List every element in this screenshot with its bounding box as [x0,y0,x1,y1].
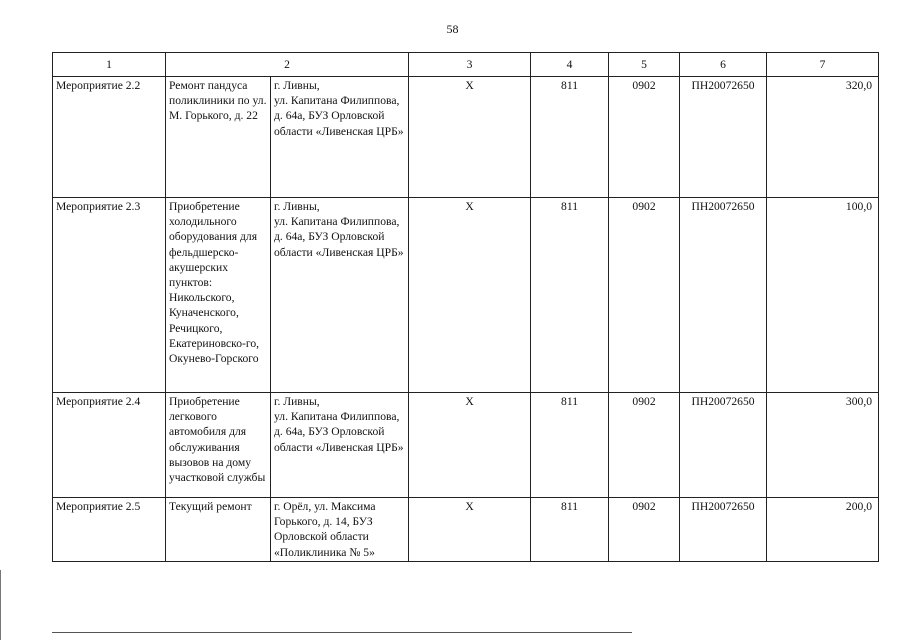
left-edge-divider [0,570,1,640]
col4-cell: 811 [531,77,609,198]
table-row [53,393,879,498]
header-col-6: 6 [680,53,767,77]
header-col-4: 4 [531,53,609,77]
header-col-2: 2 [166,53,409,77]
col4-cell: 811 [531,498,609,562]
col5-cell: 0902 [609,393,680,498]
address-cell: г. Ливны, ул. Капитана Филиппова, д. 64а, БУЗ Орловской области «Ливенская ЦРБ» [271,393,409,498]
table-row [53,77,879,198]
budget-table [52,52,879,562]
table-row [53,498,879,562]
description-cell: Ремонт пандуса поликлиники по ул. М. Горького, д. 22 [166,77,271,198]
address-cell: г. Ливны, ул. Капитана Филиппова, д. 64а, БУЗ Орловской области «Ливенская ЦРБ» [271,77,409,198]
col6-cell: ПН20072650 [680,393,767,498]
col3-cell: X [409,393,531,498]
col5-cell: 0902 [609,498,680,562]
header-col-1: 1 [53,53,166,77]
col6-cell: ПН20072650 [680,198,767,393]
description-cell: Текущий ремонт [166,498,271,562]
description-cell: Приобретение легкового автомобиля для обслуживания вызовов на дому участковой службы [166,393,271,498]
address-cell: г. Ливны, ул. Капитана Филиппова, д. 64а, БУЗ Орловской области «Ливенская ЦРБ» [271,198,409,393]
col7-cell: 300,0 [767,393,879,498]
page-number: 58 [446,22,459,36]
col3-cell: X [409,198,531,393]
header-col-5: 5 [609,53,680,77]
description-cell: Приобретение холодильного оборудования для фельдшерско-акушерских пунктов: Никольского, Куначенского, Речицкого, Екатериновско-го, Окунево-Горского [166,198,271,393]
col5-cell: 0902 [609,77,680,198]
bottom-divider [52,632,632,633]
measure-cell: Мероприятие 2.2 [53,77,166,198]
measure-cell: Мероприятие 2.3 [53,198,166,393]
col7-cell: 100,0 [767,198,879,393]
col3-cell: X [409,77,531,198]
col6-cell: ПН20072650 [680,498,767,562]
measure-cell: Мероприятие 2.4 [53,393,166,498]
col7-cell: 200,0 [767,498,879,562]
col6-cell: ПН20072650 [680,77,767,198]
col4-cell: 811 [531,393,609,498]
col4-cell: 811 [531,198,609,393]
col5-cell: 0902 [609,198,680,393]
header-col-7: 7 [767,53,879,77]
table-row [53,198,879,393]
address-cell: г. Орёл, ул. Максима Горького, д. 14, БУЗ Орловской области «Поликлиника № 5» [271,498,409,562]
header-col-3: 3 [409,53,531,77]
col7-cell: 320,0 [767,77,879,198]
measure-cell: Мероприятие 2.5 [53,498,166,562]
header-row [53,53,879,77]
col3-cell: X [409,498,531,562]
